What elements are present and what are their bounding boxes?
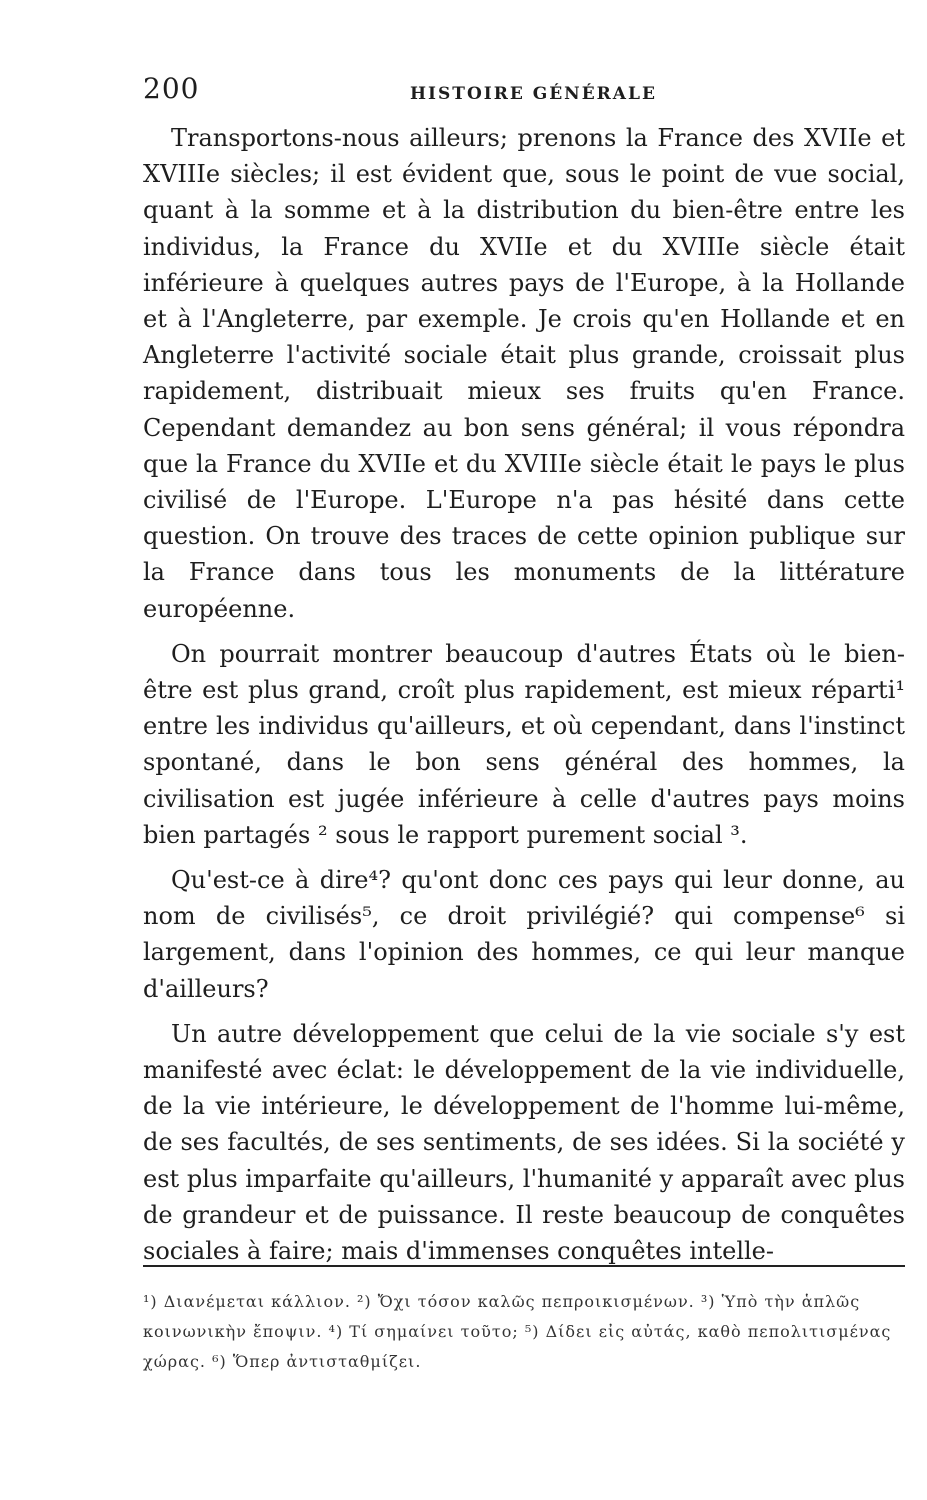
page-header [0, 72, 927, 112]
paragraph-1: Transportons-nous ailleurs; prenons la France des XVIIe et XVIIIe siècles; il est évident que, sous le point de vue social, quant à la somme et à la distribution du bien-être entre les individus, la France du XVIIe et du XVIIIe siècle était inférieure à quelques autres pays de l'Europe, à la Hollande et à l'Angleterre, par exemple. Je crois qu'en Hollande et en Angleterre l'activité sociale était plus grande, croissait plus rapidement, distribuait mieux ses fruits qu'en France. Cependant demandez au bon sens général; il vous répondra que la France du XVIIe et du XVIIIe siècle était le pays le plus civilisé de l'Europe. L'Europe n'a pas hésité dans cette question. On trouve des traces de cette opinion publique sur la France dans tous les monuments de la littérature européenne. [143, 124, 905, 623]
paragraph-4: Un autre développement que celui de la vie sociale s'y est manifesté avec éclat: le développement de la vie individuelle, de la vie intérieure, le développement de l'homme lui-même, de ses facultés, de ses sentiments, de ses idées. Si la société y est plus imparfaite qu'ailleurs, l'humanité y apparaît avec plus de grandeur et de puissance. Il reste beaucoup de conquêtes sociales à faire; mais d'immenses conquêtes intelle- [143, 1019, 905, 1266]
footnotes: ¹) Διανέμεται κάλλιον. ²) Ὄχι τόσον καλῶς πεπροικισμένων. ³) Ὑπὸ τὴν ἁπλῶς κοινωνικὴν ἔποψιν. ⁴) Τί σημαίνει τοῦτο; ⁵) Δίδει εἰς αὐτάς, καθὸ πεπολιτισμένας χώρας. ⁶) Ὅπερ ἀντισταθμίζει. [143, 1292, 892, 1371]
running-title: HISTOIRE GÉNÉRALE [410, 84, 657, 104]
body-text [143, 120, 905, 1269]
page-number: 200 [143, 72, 200, 105]
paragraph-3: Qu'est-ce à dire⁴? qu'ont donc ces pays qui leur donne, au nom de civilisés⁵, ce droit privilégié? qui compense⁶ si largement, dans l'opinion des hommes, ce qui leur manque d'ailleurs? [143, 866, 905, 1003]
footnote-divider [143, 1265, 905, 1267]
paragraph-2: On pourrait montrer beaucoup d'autres États où le bien-être est plus grand, croît plus rapidement, est mieux réparti¹ entre les individus qu'ailleurs, et où cependant, dans l'instinct spontané, dans le bon sens général des hommes, la civilisation est jugée inférieure à celle d'autres pays moins bien partagés ² sous le rapport purement social ³. [143, 639, 905, 849]
